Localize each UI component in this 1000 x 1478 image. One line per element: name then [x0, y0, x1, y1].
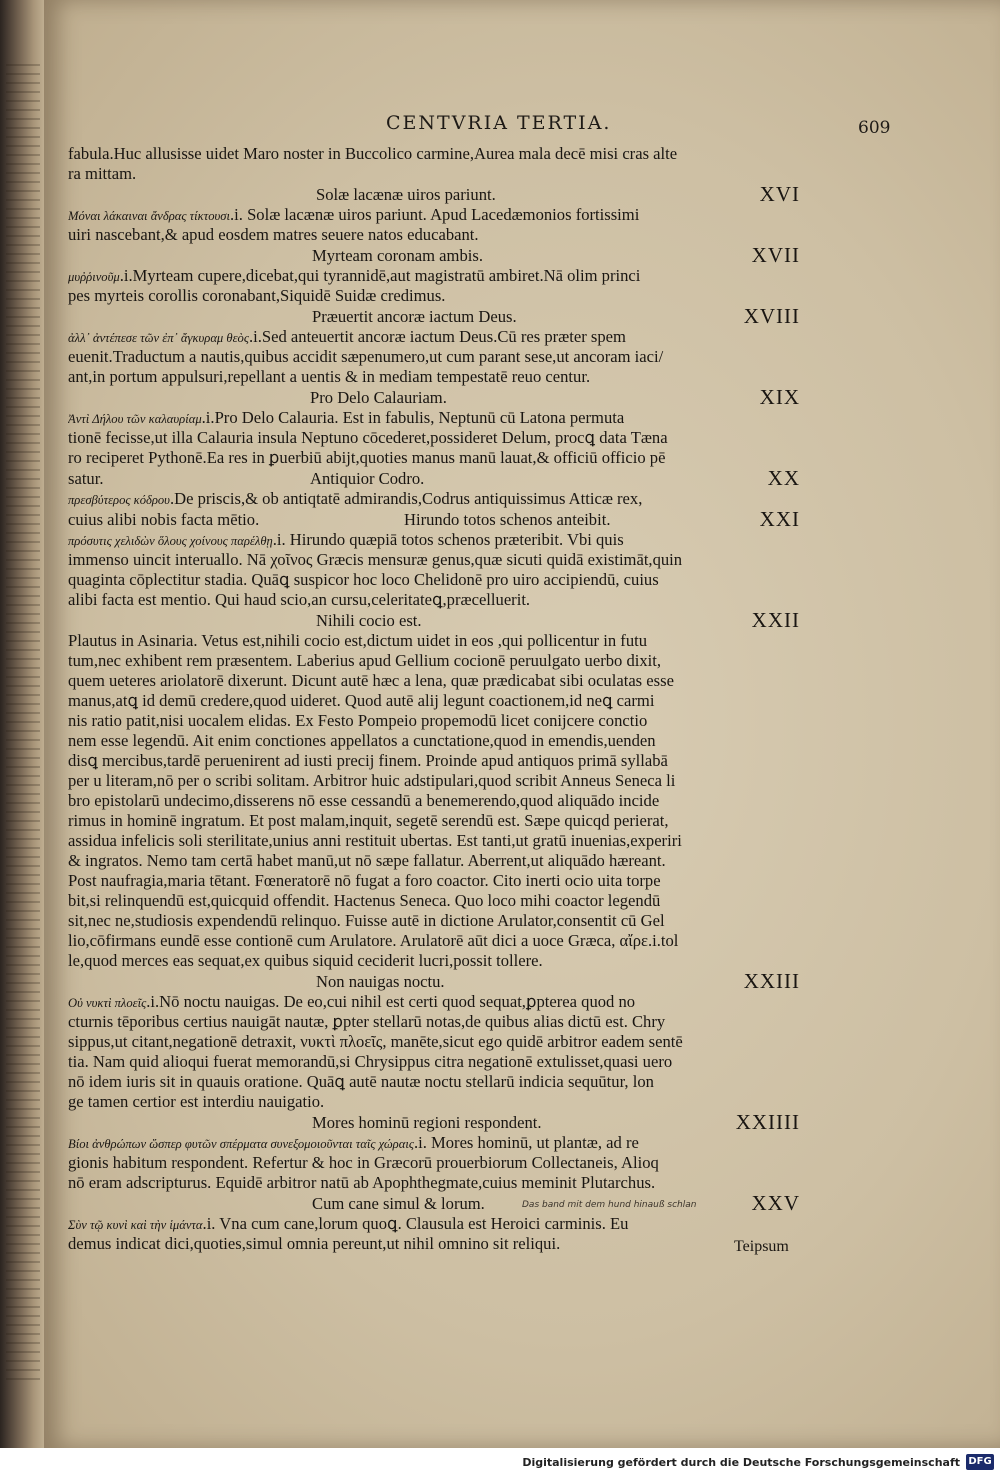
- adage-heading: [68, 304, 800, 328]
- text-line: [68, 811, 796, 831]
- adage-heading: [68, 507, 800, 531]
- latin-text: gionis habitum respondent. Refertur & hoc in Græcorū prouerbiorum Collectaneis, Alioq: [68, 1153, 659, 1172]
- text-line: [68, 1234, 796, 1254]
- dfg-logo: DFG: [966, 1454, 994, 1470]
- text-line: [68, 1173, 796, 1193]
- text-line: [68, 1032, 796, 1052]
- latin-text: sippus,ut citant,negationē detraxit, νυκτὶ πλοεῖς, manēte,sicut ego quidē arbitror eadem sentē: [68, 1032, 683, 1051]
- greek-lemma: Ἀντὶ Δήλου τῶν καλαυρίαμ: [68, 412, 202, 426]
- latin-text: assidua infelicis soli sterilitate,unius anni restituit ubertas. Est tanti,ut gratū inuenias,experiri: [68, 831, 682, 850]
- text-line: [68, 266, 796, 286]
- latin-text: sit,nec ne,studiosis expendendū relinquo. Fuisse autē in dictione Arulator,consentit cū Gel: [68, 911, 665, 930]
- handwritten-annotation: Das band mit dem hund hinauß schlan: [522, 1200, 697, 1210]
- folio-number: 609: [858, 118, 891, 138]
- latin-text: ge tamen certior est interdiu nauigatio.: [68, 1092, 325, 1111]
- text-line: [68, 590, 796, 610]
- latin-text: lio,cōfirmans eundē esse contionē cum Arulatore. Arulatorē aūt dici a uoce Græca, αἴρε.i.tol: [68, 931, 679, 950]
- latin-text: ra mittam.: [68, 164, 137, 183]
- latin-text: quem ueteres ariolatorē dixerunt. Dicunt autē hæc a lena, quæ prædicabat sibi oculatas esse: [68, 671, 674, 690]
- adage-number: XXI: [759, 507, 800, 531]
- text-line: [68, 286, 796, 306]
- latin-text: .i. Mores hominū, ut plantæ, ad re: [413, 1133, 639, 1152]
- text-line: [68, 671, 796, 691]
- text-line: [68, 911, 796, 931]
- adage-number: XIX: [759, 385, 800, 409]
- funding-note: Digitalisierung gefördert durch die Deutsche Forschungsgemeinschaft: [522, 1456, 960, 1469]
- adage-number: XXIIII: [735, 1110, 800, 1134]
- latin-text: demus indicat dici,quoties,simul omnia pereunt,ut nihil omnino sit reliqui.: [68, 1234, 561, 1253]
- text-line: [68, 367, 796, 387]
- text-line: [68, 530, 796, 550]
- text-line: [68, 871, 796, 891]
- latin-text: ro reciperet Pythonē.Ea res in ꝑuerbiū abijt,quoties manus manū lauat,& officiū officio pē: [68, 448, 666, 467]
- line-end-text: satur.: [68, 469, 104, 488]
- text-line: [68, 428, 796, 448]
- latin-text: .i.Myrteam cupere,dicebat,qui tyrannidē,aut magistratū ambiret.Nā olim princi: [119, 266, 641, 285]
- latin-text: nem esse legendū. Ait enim conctiones appellatos a cunctatione,quod in emendis,uenden: [68, 731, 656, 750]
- latin-text: .De priscis,& ob antiqtatē admirandis,Codrus antiquissimus Atticæ rex,: [169, 489, 643, 508]
- text-line: [68, 771, 796, 791]
- text-line: [68, 1012, 796, 1032]
- greek-lemma: Σὺν τῷ κυνὶ καὶ τὴν ἱμάντα: [68, 1218, 203, 1232]
- facing-page-edge: [0, 0, 48, 1448]
- latin-text: disꝗ mercibus,tardē peruenirent ad iusti precij finem. Proinde apud antiquos primā syllabā: [68, 751, 668, 770]
- latin-text: tia. Nam quid alioqui fuerat memorandū,si Chrysippus citra negationē extulisset,quasi uero: [68, 1052, 673, 1071]
- running-title: CENTVRIA TERTIA.: [386, 112, 612, 134]
- latin-text: .i.Sed anteuertit ancoræ iactum Deus.Cū res præter spem: [248, 327, 626, 346]
- latin-text: ant,in portum appulsuri,repellant a uentis & in mediam tempestatē reuo centur.: [68, 367, 591, 386]
- latin-text: immenso uincit interuallo. Nā χοῖνος Græcis mensuræ genus,quæ sicuti quidā existimāt,quin: [68, 550, 683, 569]
- text-line: [68, 891, 796, 911]
- text-line: [68, 1052, 796, 1072]
- adage-title: Antiquior Codro.: [310, 469, 425, 488]
- adage-number: XVI: [759, 182, 800, 206]
- latin-text: .i.Pro Delo Calauria. Est in fabulis, Neptunū cū Latona permuta: [201, 408, 625, 427]
- text-line: [68, 347, 796, 367]
- adage-number: XX: [767, 466, 800, 490]
- latin-text: nis ratio patit,nisi uocalem elidas. Ex Festo Pompeio propemodū licet conijcere conctio: [68, 711, 648, 730]
- text-line: [68, 631, 796, 651]
- greek-lemma: Μόναι λάκαιναι ἄνδρας τίκτουσι: [68, 209, 231, 223]
- latin-text: .i. Vna cum cane,lorum quoꝗ. Clausula est Heroici carminis. Eu: [202, 1214, 629, 1233]
- latin-text: tionē fecisse,ut illa Calauria insula Neptuno cōcederet,possideret Delum, procꝗ data Tæna: [68, 428, 668, 447]
- latin-text: bro epistolarū undecimo,disserens nō esse cessandū a benemerendo,quod aliquādo incide: [68, 791, 660, 810]
- text-line: [68, 711, 796, 731]
- greek-lemma: Βίοι ἀνθρώπων ὥσπερ φυτῶν σπέρματα συνεξομοιοῦνται ταῖς χώραις: [68, 1137, 414, 1151]
- text-line: [68, 1092, 796, 1112]
- latin-text: rimus in hominē ingratum. Et post malam,inquit, segetē serendū est. Sæpe quicqd perierat,: [68, 811, 669, 830]
- greek-lemma: Οὐ νυκτὶ πλοεῖς: [68, 996, 147, 1010]
- adage-number: XXIII: [743, 969, 800, 993]
- latin-text: manus,atꝗ id demū credere,quod uideret. Quod autē alij legunt coactionem,id neꝗ carmi: [68, 691, 655, 710]
- latin-text: uiri nascebant,& apud eosdem matres seuere natos educabant.: [68, 225, 479, 244]
- greek-lemma: πρόσυτις χελιδὼν ὅλους χοίνους παρέλθῃ: [68, 534, 273, 548]
- text-block: [68, 144, 800, 1254]
- latin-text: Plautus in Asinaria. Vetus est,nihili cocio est,dictum uidet in eos ,qui pollicentur in futu: [68, 631, 648, 650]
- latin-text: euenit.Traductum a nautis,quibus accidit sæpenumero,ut cum parant sese,ut ancoram iaci/: [68, 347, 664, 366]
- adage-heading: [68, 182, 800, 206]
- latin-text: fabula.Huc allusisse uidet Maro noster in Buccolico carmine,Aurea mala decē misi cras alte: [68, 144, 678, 163]
- latin-text: per u literam,nō per o scribi solitam. Arbitror huic adstipulari,quod scribit Anneus Seneca li: [68, 771, 676, 790]
- text-line: [68, 327, 796, 347]
- text-line: [68, 851, 796, 871]
- text-line: [68, 951, 796, 971]
- text-line: [68, 164, 796, 184]
- text-line: [68, 1214, 796, 1234]
- text-line: [68, 144, 796, 164]
- latin-text: cturnis tēporibus certius nauigāt nautæ, ꝑpter stellarū notas,de quibus alias dictū est. Chry: [68, 1012, 666, 1031]
- latin-text: .i. Hirundo quæpiā totos schenos præteribit. Vbi quis: [272, 530, 624, 549]
- line-end-text: cuius alibi nobis facta mētio.: [68, 510, 260, 529]
- latin-text: pes myrteis corollis coronabant,Siquidē Suidæ credimus.: [68, 286, 446, 305]
- text-line: [68, 1153, 796, 1173]
- text-line: [68, 448, 796, 468]
- latin-text: Post naufragia,maria tētant. Fœneratorē nō fugat a foro coactor. Cito inerti ocio uita torpe: [68, 871, 661, 890]
- text-line: [68, 1072, 796, 1092]
- latin-text: quaginta cōplectitur stadia. Quāꝗ suspicor hoc loco Chelidonē pro uiro accipiendū, cuius: [68, 570, 659, 589]
- adage-heading: [68, 1191, 800, 1215]
- greek-lemma: μυῤῥινοῦμ: [68, 270, 120, 284]
- text-line: [68, 225, 796, 245]
- latin-text: .i. Solæ lacænæ uiros pariunt. Apud Lacedæmonios fortissimi: [230, 205, 640, 224]
- adage-number: XVIII: [743, 304, 800, 328]
- text-line: [68, 931, 796, 951]
- adage-heading: [68, 243, 800, 267]
- adage-title: Præuertit ancoræ iactum Deus.: [312, 307, 517, 326]
- adage-heading: [68, 385, 800, 409]
- adage-title: Cum cane simul & lorum.: [312, 1194, 485, 1213]
- text-line: [68, 791, 796, 811]
- text-line: [68, 992, 796, 1012]
- latin-text: .i.Nō noctu nauigas. De eo,cui nihil est certi quod sequat,ꝑpterea quod no: [146, 992, 636, 1011]
- latin-text: nō idem iuris sit in quauis oratione. Quāꝗ autē nautæ noctu stellarū indicia sequūtur, lon: [68, 1072, 654, 1091]
- text-line: [68, 550, 796, 570]
- adage-heading: [68, 969, 800, 993]
- latin-text: alibi facta est mentio. Qui haud scio,an cursu,celeritateꝗ,præcelluerit.: [68, 590, 531, 609]
- text-line: [68, 731, 796, 751]
- text-line: [68, 751, 796, 771]
- adage-number: XXV: [751, 1191, 800, 1215]
- adage-title: Pro Delo Calauriam.: [310, 388, 447, 407]
- latin-text: tum,nec exhibent rem præsentem. Laberius apud Gellium cocionē peruulgato uerbo dixit,: [68, 651, 662, 670]
- latin-text: le,quod merces eas sequat,ex quibus siquid ceciderit lucri,possit tollere.: [68, 951, 543, 970]
- greek-lemma: πρεσβύτερος κόδρου: [68, 493, 170, 507]
- adage-title: Myrteam coronam ambis.: [312, 246, 483, 265]
- adage-title: Solæ lacænæ uiros pariunt.: [316, 185, 496, 204]
- adage-title: Hirundo totos schenos anteibit.: [404, 510, 611, 529]
- text-line: [68, 651, 796, 671]
- adage-title: Nihili cocio est.: [316, 611, 422, 630]
- catchword: Teipsum: [734, 1238, 789, 1255]
- greek-lemma: ἀλλ᾽ ἀντέπεσε τῶν ἐπ᾽ ἄγκυραμ θεὸς: [68, 331, 249, 345]
- adage-heading: [68, 466, 800, 490]
- adage-title: Non nauigas noctu.: [316, 972, 445, 991]
- text-line: [68, 570, 796, 590]
- adage-heading: [68, 1110, 800, 1134]
- adage-title: Mores hominū regioni respondent.: [312, 1113, 542, 1132]
- adage-number: XVII: [751, 243, 800, 267]
- latin-text: bit,si relinquendū est,quicquid offendit. Hactenus Seneca. Quo loco mihi coactor legendū: [68, 891, 661, 910]
- latin-text: & ingratos. Nemo tam certā habet manū,ut nō sæpe fallatur. Aberrent,ut aliquādo hæreant.: [68, 851, 666, 870]
- text-line: [68, 831, 796, 851]
- adage-heading: [68, 608, 800, 632]
- latin-text: nō eram adscripturus. Equidē arbitror natū ab Apophthegmate,cuius meminit Plutarchus.: [68, 1173, 656, 1192]
- text-line: [68, 1133, 796, 1153]
- text-line: [68, 489, 796, 509]
- text-line: [68, 205, 796, 225]
- digitization-footer: [0, 1448, 1000, 1478]
- adage-number: XXII: [751, 608, 800, 632]
- text-line: [68, 408, 796, 428]
- text-line: [68, 691, 796, 711]
